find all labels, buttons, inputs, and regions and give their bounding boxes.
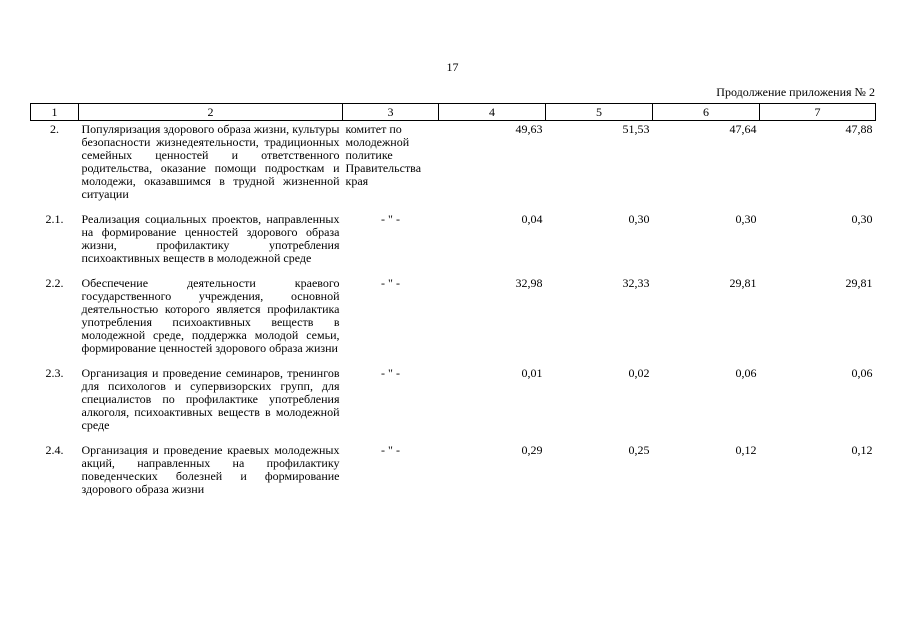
table-row <box>31 121 876 212</box>
row-executor: - " - <box>381 443 400 457</box>
page-number: 17 <box>446 60 459 74</box>
row-value-col4: 49,63 <box>515 122 543 136</box>
row-number: 2.3. <box>45 366 64 380</box>
row-number: 2.1. <box>45 212 64 226</box>
row-value-col5: 0,30 <box>628 212 650 226</box>
row-value-col6: 0,30 <box>735 212 757 226</box>
row-value-col6: 47,64 <box>729 122 757 136</box>
header-col-7: 7 <box>760 104 876 121</box>
row-value-col7: 29,81 <box>845 276 873 290</box>
row-value-col5: 32,33 <box>622 276 650 290</box>
header-row <box>31 104 876 121</box>
row-executor: - " - <box>381 212 400 226</box>
header-col-3: 3 <box>343 104 439 121</box>
table-row <box>31 442 876 506</box>
row-value-col4: 0,04 <box>521 212 543 226</box>
header-col-1: 1 <box>31 104 79 121</box>
row-number: 2.2. <box>45 276 64 290</box>
header-col-6: 6 <box>653 104 760 121</box>
table-row <box>31 365 876 442</box>
row-value-col5: 0,02 <box>628 366 650 380</box>
row-description: Обеспечение деятельности краевого государственного учреждения, основной деятельностью которого является профилактика употребления психоактивных веществ в молодежной среде, поддержка молодой семьи, формирование ценностей здорового образа жизни <box>81 276 340 355</box>
row-value-col7: 0,06 <box>851 366 873 380</box>
row-description: Организация и проведение краевых молодежных акций, направленных на профилактику поведенческих болезней и формирование здорового образа жизни <box>81 443 340 496</box>
row-value-col7: 47,88 <box>845 122 873 136</box>
table-row <box>31 275 876 365</box>
row-value-col4: 0,01 <box>521 366 543 380</box>
row-value-col4: 0,29 <box>521 443 543 457</box>
row-number: 2. <box>50 122 59 136</box>
appendix-table <box>30 103 876 506</box>
row-description: Организация и проведение семинаров, тренингов для психологов и супервизорских групп, для специалистов по профилактике употребления алкоголя, психоактивных веществ в молодежной среде <box>81 366 340 432</box>
row-number: 2.4. <box>45 443 64 457</box>
row-value-col7: 0,30 <box>851 212 873 226</box>
row-description: Популяризация здорового образа жизни, культуры безопасности жизнедеятельности, традиционных семейных ценностей и ответственного родительства, оказание помощи подросткам и молодежи, оказавшимся в трудной жизненной ситуации <box>81 122 340 201</box>
row-value-col4: 32,98 <box>515 276 543 290</box>
continuation-label: Продолжение приложения № 2 <box>716 85 875 99</box>
header-col-5: 5 <box>546 104 653 121</box>
row-value-col5: 51,53 <box>622 122 650 136</box>
row-description: Реализация социальных проектов, направленных на формирование ценностей здорового образа жизни, профилактику употребления психоактивных веществ в молодежной среде <box>81 212 340 265</box>
row-value-col5: 0,25 <box>628 443 650 457</box>
header-col-4: 4 <box>439 104 546 121</box>
row-value-col7: 0,12 <box>851 443 873 457</box>
row-value-col6: 29,81 <box>729 276 757 290</box>
header-col-2: 2 <box>79 104 343 121</box>
row-value-col6: 0,06 <box>735 366 757 380</box>
table-row <box>31 211 876 275</box>
row-executor: комитет по молодежной политике Правительства края <box>345 122 422 188</box>
row-executor: - " - <box>381 276 400 290</box>
row-value-col6: 0,12 <box>735 443 757 457</box>
row-executor: - " - <box>381 366 400 380</box>
